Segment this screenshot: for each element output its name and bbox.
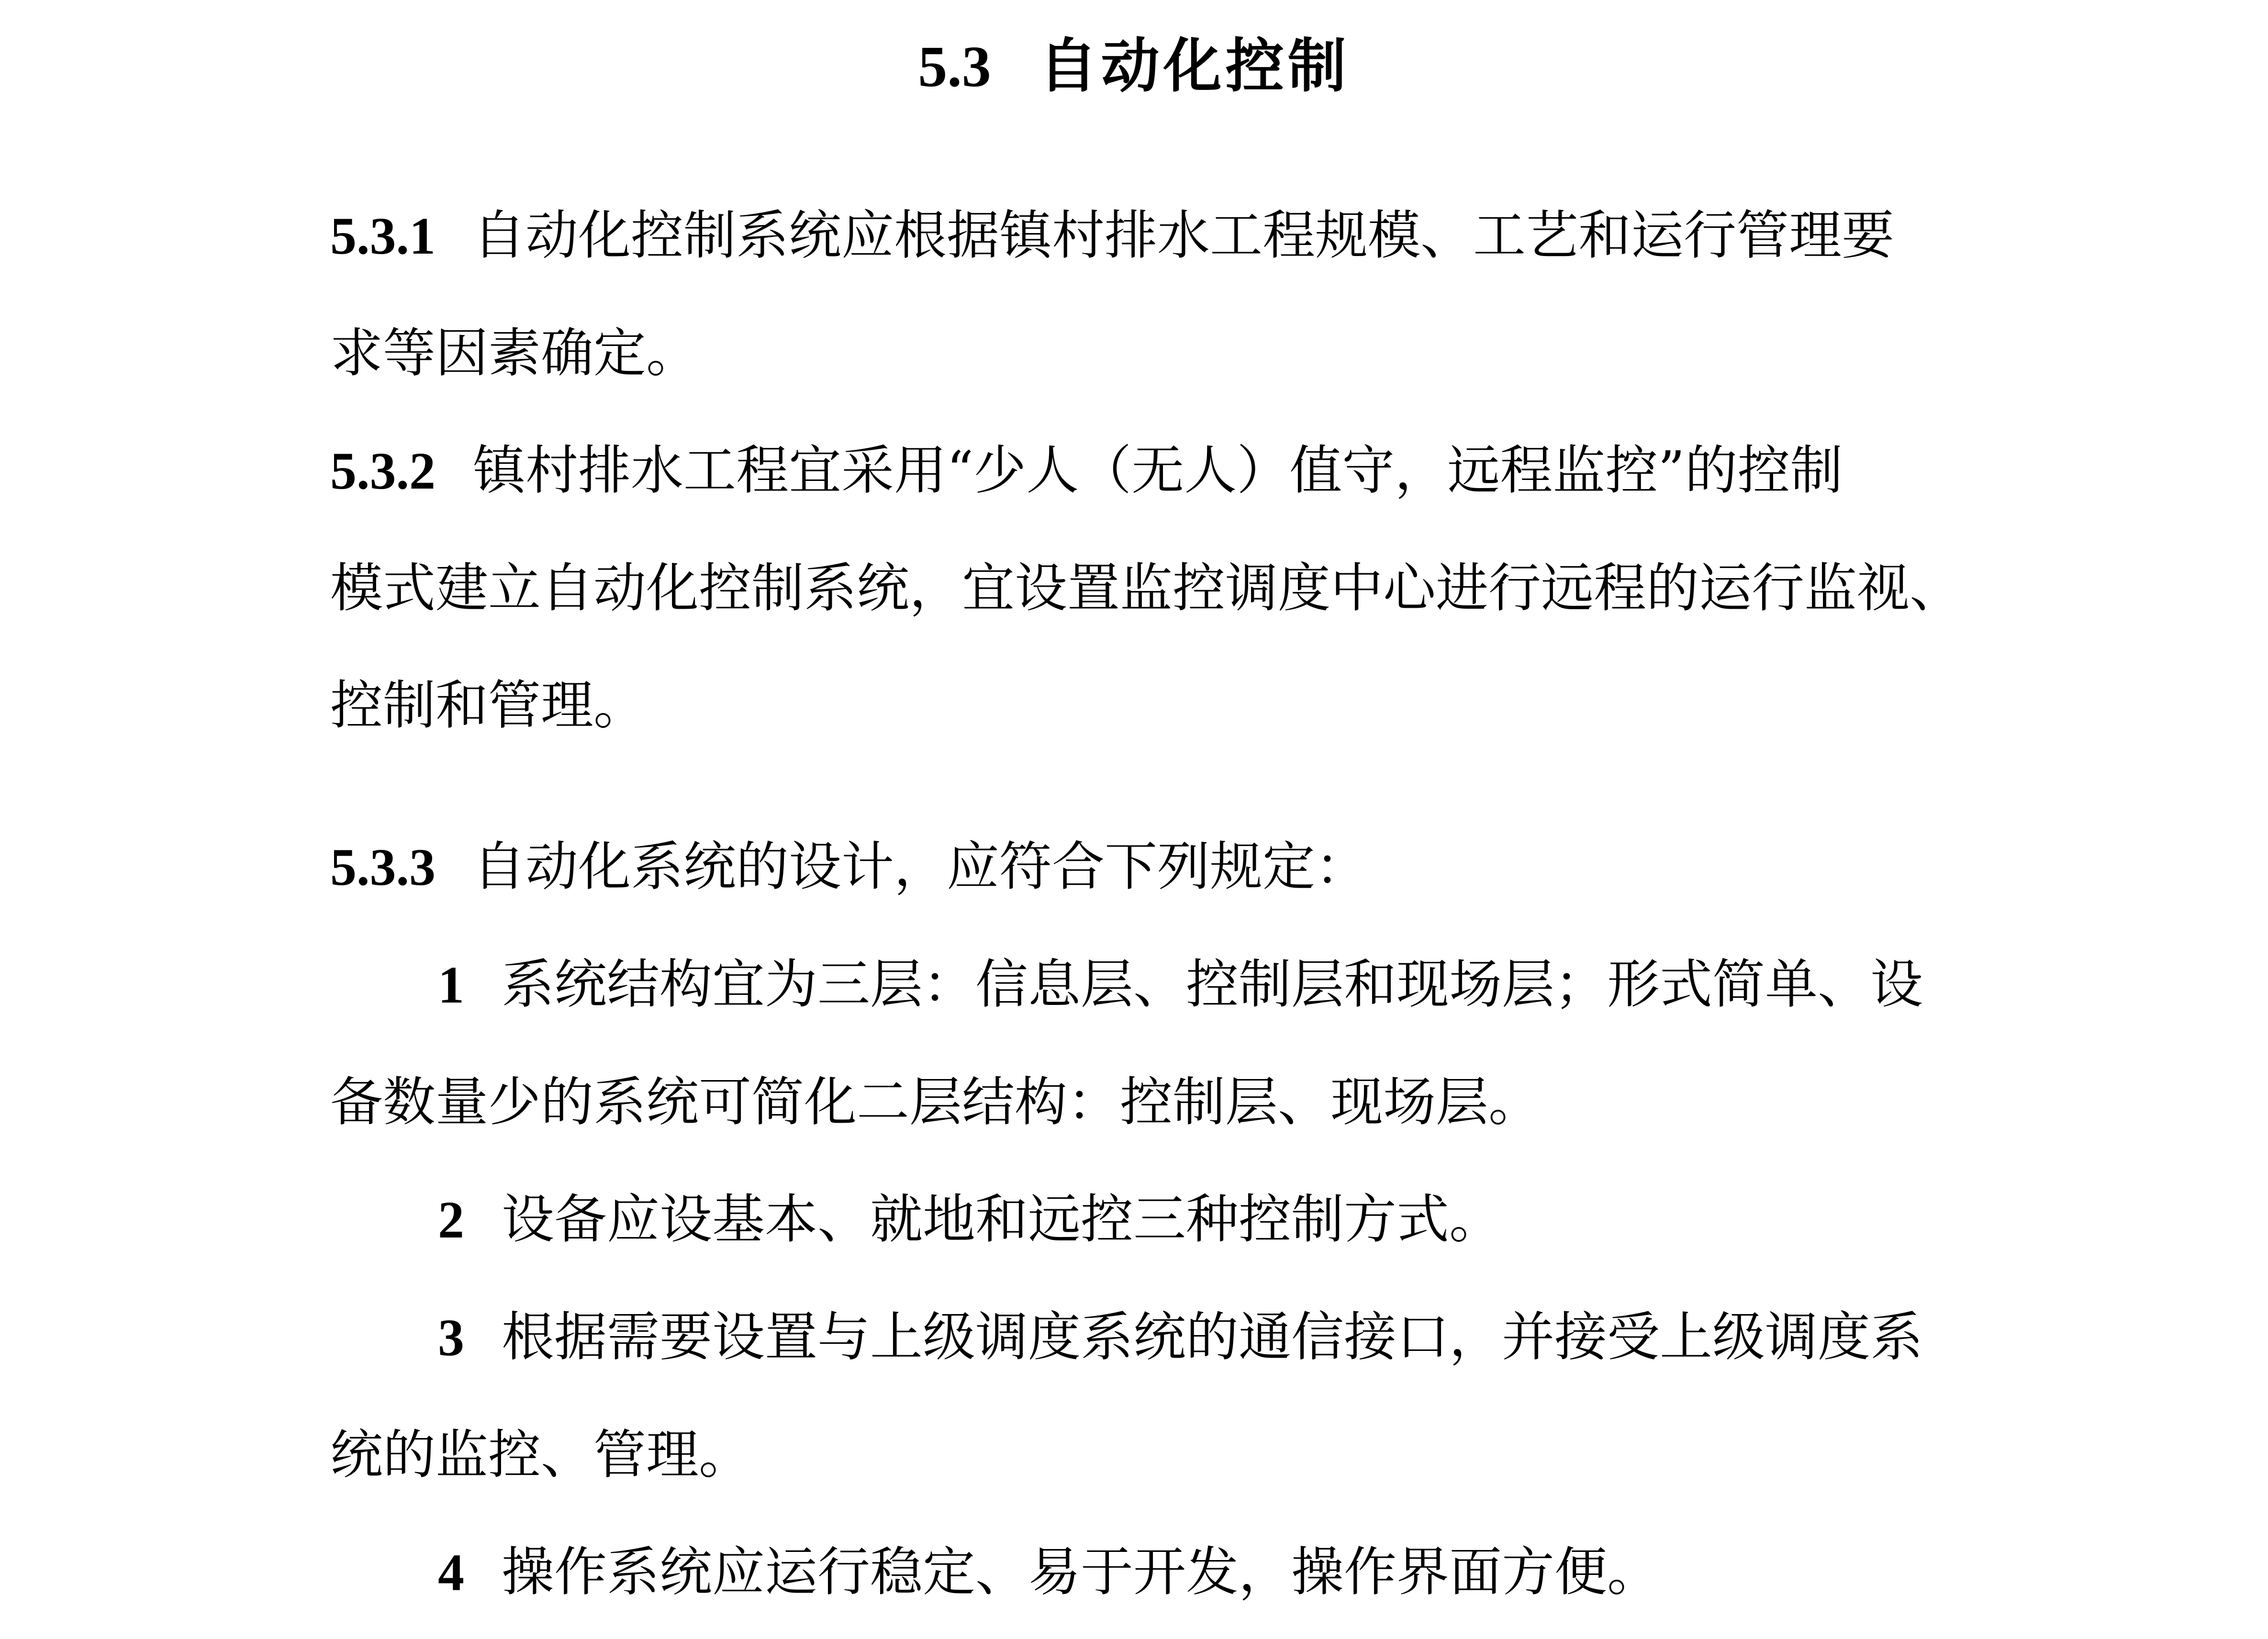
text-line xyxy=(330,295,2249,412)
clause-text: 自动化系统的设计，应符合下列规定： xyxy=(473,836,1368,897)
text-line xyxy=(330,1161,2249,1279)
section-title xyxy=(0,25,2268,108)
section-title-text: 自动化控制 xyxy=(1039,32,1350,100)
text-line xyxy=(330,412,2249,530)
clause-text: 统的监控、管理。 xyxy=(330,1424,751,1485)
text-line xyxy=(330,926,2249,1044)
clause-number: 5.3.2 xyxy=(330,442,436,500)
list-item-number: 4 xyxy=(438,1543,464,1602)
list-item-number: 3 xyxy=(438,1308,464,1367)
list-item-text: 操作系统应运行稳定、易于开发，操作界面方便。 xyxy=(502,1541,1660,1603)
document-body xyxy=(0,177,2268,1631)
clause-text: 自动化控制系统应根据镇村排水工程规模、工艺和运行管理要 xyxy=(473,205,1894,266)
text-line xyxy=(330,1514,2249,1631)
clause-number: 5.3.3 xyxy=(330,838,436,896)
list-item-number: 1 xyxy=(438,956,464,1014)
text-line xyxy=(330,1396,2249,1514)
clause-number: 5.3.1 xyxy=(330,207,436,265)
text-line xyxy=(330,177,2249,295)
clause-text: 控制和管理。 xyxy=(330,675,646,736)
text-line xyxy=(330,530,2249,647)
clause-text: 镇村排水工程宜采用“少人（无人）值守，远程监控”的控制 xyxy=(473,440,1843,501)
text-line xyxy=(330,647,2249,764)
clause-text: 求等因素确定。 xyxy=(330,323,699,384)
list-item-text: 根据需要设置与上级调度系统的通信接口，并接受上级调度系 xyxy=(502,1306,1923,1368)
clause-text: 模式建立自动化控制系统，宜设置监控调度中心进行远程的运行监视、 xyxy=(330,557,1962,619)
text-line xyxy=(330,1044,2249,1161)
list-item-text: 系统结构宜为三层：信息层、控制层和现场层；形式简单、设 xyxy=(502,954,1923,1015)
list-item-text: 设备应设基本、就地和远控三种控制方式。 xyxy=(502,1189,1502,1250)
text-line xyxy=(330,808,2249,926)
section-title-number: 5.3 xyxy=(918,34,991,99)
text-line xyxy=(330,1279,2249,1396)
list-item-number: 2 xyxy=(438,1191,464,1249)
clause-text: 备数量少的系统可简化二层结构：控制层、现场层。 xyxy=(330,1071,1541,1133)
